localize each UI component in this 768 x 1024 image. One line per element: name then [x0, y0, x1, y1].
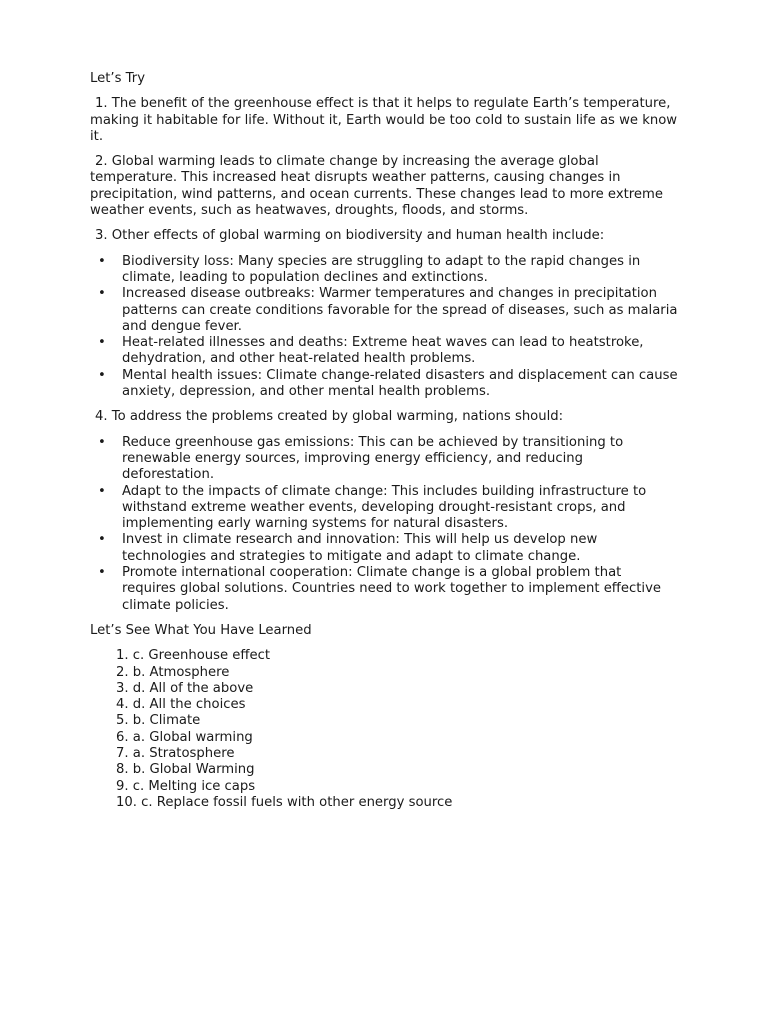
answer-4-intro: [90, 409, 678, 425]
list-item: [90, 532, 678, 565]
answer-3-bullet-list: [90, 254, 678, 401]
list-item-text: Mental health issues: Climate change-related disasters and displacement can cause anxiety, depression, and other mental health problems.: [122, 367, 678, 400]
answer-key-item: 2. b. Atmosphere: [116, 664, 230, 680]
list-item: [90, 368, 678, 401]
list-item-text: Heat-related illnesses and deaths: Extreme heat waves can lead to heatstroke, dehydration, and other heat-related health problems.: [122, 335, 644, 367]
list-item: [90, 435, 678, 484]
answer-4-text: 4. To address the problems created by global warming, nations should:: [95, 409, 564, 425]
lets-try-heading: Let’s Try: [90, 71, 145, 86]
bullet-icon: •: [98, 434, 106, 450]
answer-4-bullet-list: [90, 435, 678, 614]
answer-key-item: 1. c. Greenhouse effect: [116, 648, 271, 664]
answer-3-text: 3. Other effects of global warming on biodiversity and human health include:: [95, 228, 605, 244]
answer-key-item: 9. c. Melting ice caps: [116, 778, 256, 794]
bullet-icon: •: [98, 253, 106, 269]
list-item-text: Biodiversity loss: Many species are struggling to adapt to the rapid changes in climate, leading to population declines and extinctions.: [122, 253, 641, 285]
bullet-icon: •: [98, 286, 106, 302]
bullet-icon: •: [98, 367, 106, 383]
answer-1-paragraph: [90, 96, 678, 145]
answer-2-text: 2. Global warming leads to climate change by increasing the average global temperature. This increased heat disrupts weather patterns, causing changes in precipitation, wind patterns, and ocean currents. These changes lead to more extreme weather events, such as heatwaves, droughts, floods, and storms.: [90, 154, 663, 219]
answer-key-item: 5. b. Climate: [116, 713, 201, 729]
answer-key-item: 7. a. Stratosphere: [116, 745, 235, 761]
list-item: [90, 484, 678, 533]
answer-key-item: 6. a. Global warming: [116, 729, 253, 745]
list-item-text: Adapt to the impacts of climate change: This includes building infrastructure to withstand extreme weather events, developing drought-resistant crops, and implementing early warning systems for natural disasters.: [122, 483, 647, 532]
bullet-icon: •: [98, 565, 106, 581]
list-item: [90, 335, 678, 368]
answer-key-item: 8. b. Global Warming: [116, 762, 255, 778]
list-item-text: Promote international cooperation: Climate change is a global problem that requires global solutions. Countries need to work together to implement effective climate policies.: [122, 565, 662, 613]
list-item: [90, 254, 678, 287]
list-item: [90, 286, 678, 335]
bullet-icon: •: [98, 483, 106, 499]
list-item-text: Invest in climate research and innovation: This will help us develop new technologies and strategies to mitigate and adapt to climate change.: [122, 532, 598, 564]
lets-see-heading: Let’s See What You Have Learned: [90, 622, 312, 638]
answer-key-item: 4. d. All the choices: [116, 697, 246, 713]
answer-2-paragraph: [90, 154, 678, 219]
list-item-text: Reduce greenhouse gas emissions: This can be achieved by transitioning to renewable energy sources, improving energy efficiency, and reducing deforestation.: [122, 434, 624, 483]
bullet-icon: •: [98, 335, 106, 351]
answer-key-item: 3. d. All of the above: [116, 680, 254, 696]
answer-key-list: [90, 648, 678, 811]
answer-3-intro: [90, 228, 678, 244]
list-item-text: Increased disease outbreaks: Warmer temperatures and changes in precipitation patterns can create conditions favorable for the spread of diseases, such as malaria and dengue fever.: [122, 286, 678, 334]
answer-1-text: 1. The benefit of the greenhouse effect is that it helps to regulate Earth’s temperature, making it habitable for life. Without it, Earth would be too cold to sustain life as we know it.: [90, 96, 678, 144]
list-item: [90, 565, 678, 614]
answer-key-item: 10. c. Replace fossil fuels with other energy source: [116, 794, 453, 810]
bullet-icon: •: [98, 532, 106, 548]
